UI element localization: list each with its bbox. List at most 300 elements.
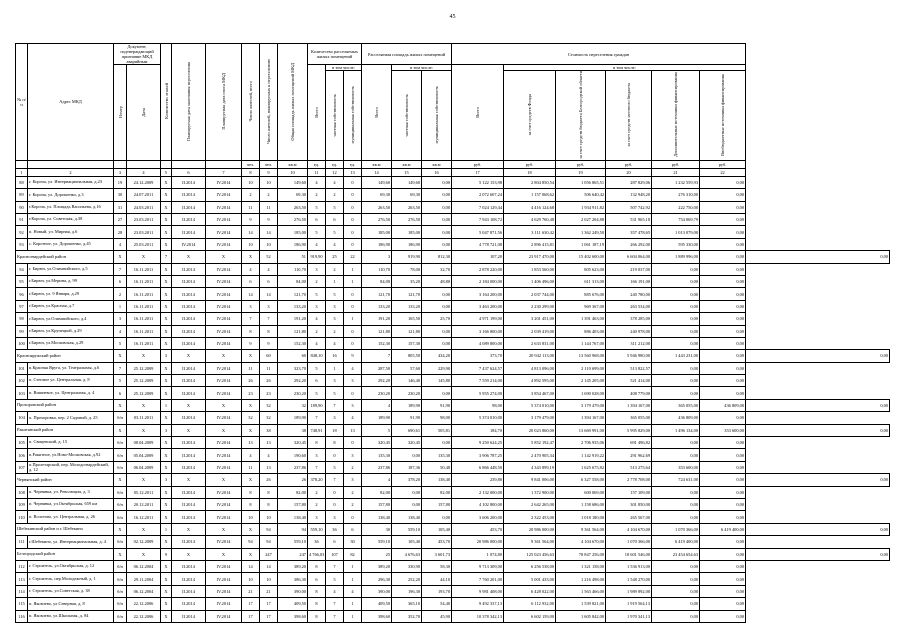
table-cell: 0 <box>344 214 362 226</box>
table-cell: 4 104 670,00 <box>606 523 652 535</box>
table-cell: 16.11.2011 <box>127 313 161 325</box>
table-cell: 2 132 000,00 <box>452 486 504 498</box>
table-cell: IV.2014 <box>206 560 242 572</box>
table-cell: б/н <box>114 536 127 548</box>
table-cell: 365,10 <box>392 598 422 610</box>
table-cell: 1 <box>344 313 362 325</box>
table-cell: II.2014 <box>172 263 206 275</box>
table-cell: 6 419 400,00 <box>700 523 746 535</box>
header-doc-number: Номер <box>114 65 127 161</box>
table-cell: X <box>114 523 127 535</box>
table-cell: 3 <box>308 449 326 461</box>
table-cell: 78 847 256,00 <box>556 548 606 560</box>
address-cell: г. Строитель, пер.Молодежный, д. 1 <box>28 573 114 585</box>
address-cell: г. Строитель, ул.Советская, д. 38 <box>28 585 114 597</box>
table-cell: X <box>114 399 127 411</box>
table-row <box>16 585 890 597</box>
table-cell: 0,00 <box>422 226 452 238</box>
column-number-cell: 17 <box>452 168 504 176</box>
unit-cell: кв.м <box>362 160 392 168</box>
table-cell: 110,70 <box>278 263 308 275</box>
table-cell: 185,00 <box>278 226 308 238</box>
table-cell: 90 <box>16 201 28 213</box>
table-cell: 353 600,00 <box>652 461 700 473</box>
table-row <box>16 511 890 523</box>
unit-cell: ед. <box>326 160 344 168</box>
header-cost-extra: Дополнительные источники финансирования <box>652 71 700 161</box>
table-cell: 28 <box>114 226 127 238</box>
table-cell: 3 164 200,00 <box>452 288 504 300</box>
table-cell: II.2014 <box>172 362 206 374</box>
table-cell: 5 001 433,00 <box>504 573 556 585</box>
table-cell: 13 <box>260 437 278 449</box>
table-cell: 263,50 <box>362 201 392 213</box>
table-cell: 0 <box>344 511 362 523</box>
table-row <box>16 176 890 188</box>
table-cell: 22.12.2006 <box>127 598 161 610</box>
table-cell: X <box>242 424 260 436</box>
table-cell: IV.2014 <box>206 325 242 337</box>
table-cell: 9 <box>260 214 278 226</box>
table-cell: 0,00 <box>652 375 700 387</box>
table-cell: 1 144 767,00 <box>556 337 606 349</box>
table-cell: 138,40 <box>422 474 452 486</box>
column-number-cell: 3 <box>114 168 127 176</box>
table-cell: 0,00 <box>746 251 890 263</box>
table-cell: X <box>242 548 260 560</box>
table-cell: 111 <box>16 536 28 548</box>
table-cell: X <box>206 548 242 560</box>
table-cell: 0,00 <box>700 610 746 622</box>
table-cell: 276,50 <box>362 214 392 226</box>
table-cell: 50,48 <box>422 461 452 473</box>
table-cell: 6 419 400,00 <box>652 536 700 548</box>
table-cell: 222 750,00 <box>652 201 700 213</box>
table-cell: X <box>161 362 172 374</box>
table-cell: 24.12.2009 <box>127 176 161 188</box>
table-cell: 1 074,80 <box>452 548 504 560</box>
table-cell: 0,00 <box>746 523 890 535</box>
table-cell: 3 201 451,00 <box>504 313 556 325</box>
table-cell: 230,20 <box>278 387 308 399</box>
table-cell: 82,00 <box>422 486 452 498</box>
units-row <box>16 160 890 168</box>
table-cell: 23 917 470,00 <box>504 251 556 263</box>
table-cell: 3 <box>308 300 326 312</box>
unit-cell <box>16 160 28 168</box>
table-cell: II.2014 <box>172 437 206 449</box>
table-cell: 237,86 <box>278 461 308 473</box>
table-cell: 187,36 <box>392 461 422 473</box>
table-cell: 0,00 <box>652 288 700 300</box>
table-cell: 1 142 919,22 <box>556 449 606 461</box>
table-cell: 378,20 <box>392 474 422 486</box>
table-cell: 8 <box>242 498 260 510</box>
address-cell: п. Чернянка, ул.Октябрьская, 659 км <box>28 498 114 510</box>
table-cell: 531 965,18 <box>606 214 652 226</box>
table-cell: 116 <box>16 610 28 622</box>
table-cell: 10 <box>242 573 260 585</box>
table-cell: II.2014 <box>172 176 206 188</box>
address-cell: г.Бирюч, ул.Крупецкой, д.29 <box>28 325 114 337</box>
region-name-cell: Ракитянский район <box>16 424 114 436</box>
unit-cell: руб. <box>606 160 652 168</box>
table-cell: 2 778 708,00 <box>606 474 652 486</box>
table-cell: 0,00 <box>652 511 700 523</box>
table-cell: X <box>206 350 242 362</box>
table-cell: 135,30 <box>422 449 452 461</box>
table-cell: б/н <box>114 560 127 572</box>
table-cell: II.2014 <box>172 300 206 312</box>
column-number-cell: 12 <box>326 168 344 176</box>
table-cell: 5 <box>326 288 344 300</box>
table-cell: 13 <box>260 461 278 473</box>
table-cell: IV.2014 <box>206 387 242 399</box>
table-cell: 7 <box>326 610 344 622</box>
table-cell: 13 <box>242 437 260 449</box>
page-number: 45 <box>449 14 456 20</box>
table-cell: II.2014 <box>172 375 206 387</box>
header-cost-total: Всего <box>452 65 504 161</box>
table-cell: 0,00 <box>652 486 700 498</box>
table-cell: 263 534,00 <box>606 300 652 312</box>
table-cell: 82,00 <box>278 486 308 498</box>
table-cell: 1 <box>114 300 127 312</box>
table-cell: 3 606 200,00 <box>452 511 504 523</box>
table-cell: 1 <box>344 598 362 610</box>
table-cell: 7 943 108,72 <box>452 214 504 226</box>
table-cell: X <box>161 313 172 325</box>
table-cell: 25.12.2009 <box>127 387 161 399</box>
unit-cell <box>161 160 172 168</box>
unit-cell <box>28 160 114 168</box>
table-cell: 1 548 270,00 <box>606 573 652 585</box>
table-cell: 1 496 134,00 <box>652 424 700 436</box>
column-number-cell: 7 <box>206 168 242 176</box>
table-cell: X <box>161 201 172 213</box>
table-cell: 1 <box>161 399 172 411</box>
table-cell: 1 321 158,00 <box>556 560 606 572</box>
table-cell: 8 <box>308 437 326 449</box>
table-cell: 0 <box>344 238 362 250</box>
table-cell: 16.11.2011 <box>127 263 161 275</box>
table-cell: 9 981 408,00 <box>452 585 504 597</box>
table-cell: X <box>242 474 260 486</box>
table-cell: 4 089 800,00 <box>452 337 504 349</box>
table-cell: 22.12.2006 <box>127 610 161 622</box>
table-cell: X <box>161 176 172 188</box>
table-cell: 57,60 <box>392 362 422 374</box>
table-cell: 0,00 <box>700 176 746 188</box>
unit-cell <box>127 160 161 168</box>
table-cell: 125 023 456,63 <box>504 548 556 560</box>
table-cell: X <box>161 598 172 610</box>
region-name-cell: Краснояружский район <box>16 350 114 362</box>
table-cell: 3 463 200,00 <box>452 300 504 312</box>
table-cell: 13 669 991,00 <box>556 424 606 436</box>
table-cell: 32 <box>260 412 278 424</box>
table-cell: б/н <box>114 461 127 473</box>
table-cell: 18 <box>326 424 344 436</box>
table-cell: 229,90 <box>422 362 452 374</box>
table-row <box>16 536 890 548</box>
address-cell: п. Чернянка, ул. Революции, д. 3 <box>28 486 114 498</box>
table-cell: 5 <box>326 461 344 473</box>
table-cell: 0,00 <box>422 189 452 201</box>
table-cell: 1 <box>326 362 344 374</box>
table-cell: 84,00 <box>278 275 308 287</box>
table-body <box>16 176 890 622</box>
table-cell: 6 <box>326 536 344 548</box>
table-row <box>16 263 890 275</box>
table-cell: 7 <box>326 560 344 572</box>
table-cell: II.2014 <box>172 498 206 510</box>
header-cost-local: за счет средств местного бюджета <box>606 71 652 161</box>
table-cell: 0 <box>344 176 362 188</box>
table-cell: 35,20 <box>392 275 422 287</box>
table-cell: 1 <box>344 263 362 275</box>
table-cell: 2 <box>344 486 362 498</box>
table-cell: 152,30 <box>278 337 308 349</box>
table-cell: 0,00 <box>392 498 422 510</box>
column-number-cell: 11 <box>308 168 326 176</box>
table-cell: 06.04.2009 <box>127 461 161 473</box>
table-cell: 11 <box>242 461 260 473</box>
table-cell: X <box>172 251 206 263</box>
header-area-total2: Всего <box>362 65 392 161</box>
table-cell: 3 <box>114 313 127 325</box>
table-cell: 14 <box>260 560 278 572</box>
table-cell: X <box>114 350 127 362</box>
column-number-cell: 20 <box>606 168 652 176</box>
table-cell: 1 013 079,00 <box>652 226 700 238</box>
table-cell: 0 <box>344 437 362 449</box>
table-cell: 22 <box>344 251 362 263</box>
address-cell: с. Коротное, ул. Дорошенко, д.45 <box>28 238 114 250</box>
table-cell: 10 <box>260 238 278 250</box>
address-cell: г.Бирюч, ул.Красная, д.7 <box>28 300 114 312</box>
table-cell: 919,90 <box>392 251 422 263</box>
table-cell: 389,20 <box>362 560 392 572</box>
table-cell: 52 <box>260 251 278 263</box>
address-cell: г. Строитель, ул.Октябрьская, д. 12 <box>28 560 114 572</box>
table-cell: 121,80 <box>278 325 308 337</box>
table-cell: 287,50 <box>362 362 392 374</box>
table-cell: 7 559 214,00 <box>452 375 504 387</box>
address-cell: п.Ракитное, ул.Ново-Московская, д.92 <box>28 449 114 461</box>
table-cell: 7 <box>308 461 326 473</box>
table-cell: 184,70 <box>452 424 504 436</box>
table-cell: 0,00 <box>700 350 746 362</box>
table-cell: 2 896 415,81 <box>504 238 556 250</box>
table-cell: 398,60 <box>362 610 392 622</box>
table-row <box>16 362 890 374</box>
table-cell: 8 <box>260 486 278 498</box>
table-cell: 3 <box>242 300 260 312</box>
table-cell: 24.03.2011 <box>127 201 161 213</box>
table-cell: 0,00 <box>652 560 700 572</box>
table-cell: 0,00 <box>700 251 746 263</box>
table-cell: 6 <box>308 375 326 387</box>
table-cell: 0,00 <box>700 263 746 275</box>
table-cell: 165,50 <box>392 313 422 325</box>
table-cell: 5 995 829,00 <box>606 424 652 436</box>
table-cell: 89 <box>16 189 28 201</box>
table-row <box>16 226 890 238</box>
table-cell: 0,00 <box>422 288 452 300</box>
column-number-cell: 16 <box>422 168 452 176</box>
region-name-cell: Шебекинский район и г. Шебекино <box>16 523 114 535</box>
address-cell: г.Короча, ул. Площадь Васильева, д.16 <box>28 201 114 213</box>
table-cell: X <box>242 251 260 263</box>
table-cell: 398,60 <box>278 610 308 622</box>
table-cell: 109 <box>16 498 28 510</box>
table-cell: 0,00 <box>746 548 890 560</box>
unit-cell: руб. <box>452 160 504 168</box>
table-cell: 0,00 <box>700 362 746 374</box>
table-cell: 48,80 <box>422 275 452 287</box>
table-cell: 8 <box>260 325 278 337</box>
table-cell: 13 560 968,00 <box>556 350 606 362</box>
table-cell: 848,10 <box>308 350 326 362</box>
table-cell: 0,00 <box>700 201 746 213</box>
table-cell: 94 <box>260 536 278 548</box>
table-cell: 0,00 <box>700 498 746 510</box>
table-cell: X <box>114 251 127 263</box>
table-cell: 94 <box>16 263 28 275</box>
table-cell: 436 809,00 <box>652 412 700 424</box>
table-cell: X <box>161 275 172 287</box>
header-planned-demolition: Планируемая дата сноса МКД <box>206 44 242 161</box>
table-cell: 99 <box>16 325 28 337</box>
header-planned-relocation: Планируемая дата окончания переселения <box>172 44 206 161</box>
table-cell: 2 <box>308 189 326 201</box>
table-cell: 9 250 624,25 <box>452 437 504 449</box>
table-cell: X <box>172 474 206 486</box>
column-number-cell: 22 <box>700 168 746 176</box>
table-cell: 138,40 <box>392 511 422 523</box>
table-cell: 0,00 <box>700 375 746 387</box>
table-cell: 4 <box>308 238 326 250</box>
table-cell: 32 <box>260 399 278 411</box>
table-cell: 100 <box>16 337 28 349</box>
table-cell: 54,40 <box>422 598 452 610</box>
table-cell: X <box>161 263 172 275</box>
table-cell: 121,70 <box>392 288 422 300</box>
address-cell: п. Вишневое, ул. Центральная, д. 4 <box>28 387 114 399</box>
table-cell: 3 <box>326 412 344 424</box>
table-cell: II.2014 <box>172 275 206 287</box>
table-cell: 389,20 <box>278 560 308 572</box>
table-cell: 0,00 <box>700 300 746 312</box>
table-cell: 5 374 010,00 <box>452 412 504 424</box>
table-cell: 1 406 496,00 <box>504 275 556 287</box>
table-cell: X <box>161 387 172 399</box>
table-cell: 36 <box>326 523 344 535</box>
table-cell: 26 <box>278 474 308 486</box>
table-cell: 1 443 231,00 <box>652 350 700 362</box>
address-cell: г.Короча, ул. Советская, д.38 <box>28 214 114 226</box>
table-cell: X <box>161 288 172 300</box>
header-cost-extra2: Внебюджетные источники финансирования <box>700 71 746 161</box>
table-cell: 92 <box>16 226 28 238</box>
table-cell: 969 367,00 <box>556 300 606 312</box>
table-cell: 9 <box>242 214 260 226</box>
table-cell: 247 <box>260 548 278 560</box>
table-cell: 1 919 564,13 <box>606 598 652 610</box>
table-row <box>16 498 890 510</box>
table-cell: 25,70 <box>422 313 452 325</box>
table-cell: 193,70 <box>422 585 452 597</box>
table-cell: 1 157 068,62 <box>504 189 556 201</box>
table-cell: 4 <box>242 449 260 461</box>
table-cell: 11 <box>242 201 260 213</box>
address-cell: п. Яковлево, ул.Школьная, д. 84 <box>28 610 114 622</box>
table-cell: 1 <box>344 560 362 572</box>
table-cell: 23 454 654,63 <box>652 548 700 560</box>
table-cell: 6 602 159,00 <box>504 610 556 622</box>
column-number-cell: 1 <box>16 168 28 176</box>
table-cell: 185,00 <box>362 226 392 238</box>
table-cell: 276,50 <box>278 214 308 226</box>
table-cell: 296,30 <box>362 573 392 585</box>
table-cell: 25.03.2011 <box>127 238 161 250</box>
table-cell: 0,00 <box>700 598 746 610</box>
table-cell: 0,00 <box>392 449 422 461</box>
table-cell: 6 <box>260 275 278 287</box>
table-cell: 93 <box>16 238 28 250</box>
table-cell: 105,40 <box>392 536 422 548</box>
address-cell: п. Степное ул. Центральная, д. 8 <box>28 375 114 387</box>
table-cell: 60 <box>260 350 278 362</box>
table-cell: 3 <box>362 251 392 263</box>
table-cell: 0,00 <box>700 560 746 572</box>
unit-cell <box>114 160 127 168</box>
table-cell: 10 <box>260 511 278 523</box>
table-cell: 1 625 675,82 <box>556 461 606 473</box>
table-cell: 2 072 607,24 <box>452 189 504 201</box>
table-cell: IV.2014 <box>206 573 242 585</box>
table-cell: 157,30 <box>392 337 422 349</box>
table-cell: 8 <box>326 437 344 449</box>
table-cell: 114 <box>16 585 28 597</box>
table-cell: 0,00 <box>422 201 452 213</box>
table-cell: 1 158 686,00 <box>556 498 606 510</box>
table-cell: X <box>127 548 161 560</box>
header-rooms-total: Всего <box>308 65 326 161</box>
table-cell: 133,20 <box>362 300 392 312</box>
table-row <box>16 288 890 300</box>
table-cell: II.2014 <box>172 337 206 349</box>
table-cell: X <box>127 251 161 263</box>
table-cell: 2 633 831,00 <box>504 337 556 349</box>
table-cell: 237,86 <box>362 461 392 473</box>
table-cell: 2 145 205,00 <box>556 375 606 387</box>
table-cell: 25 <box>326 251 344 263</box>
table-cell: 7 <box>362 350 392 362</box>
table-cell: 0,00 <box>700 214 746 226</box>
table-cell: 152,30 <box>362 337 392 349</box>
table-cell: 0,00 <box>652 585 700 597</box>
table-cell: 0,00 <box>700 437 746 449</box>
table-cell: 8 <box>242 325 260 337</box>
table-cell: IV.2014 <box>206 201 242 213</box>
table-row <box>16 275 890 287</box>
table-cell: 9 <box>344 350 362 362</box>
table-cell: X <box>114 548 127 560</box>
table-cell: 157,80 <box>362 498 392 510</box>
table-cell: 323,70 <box>278 362 308 374</box>
